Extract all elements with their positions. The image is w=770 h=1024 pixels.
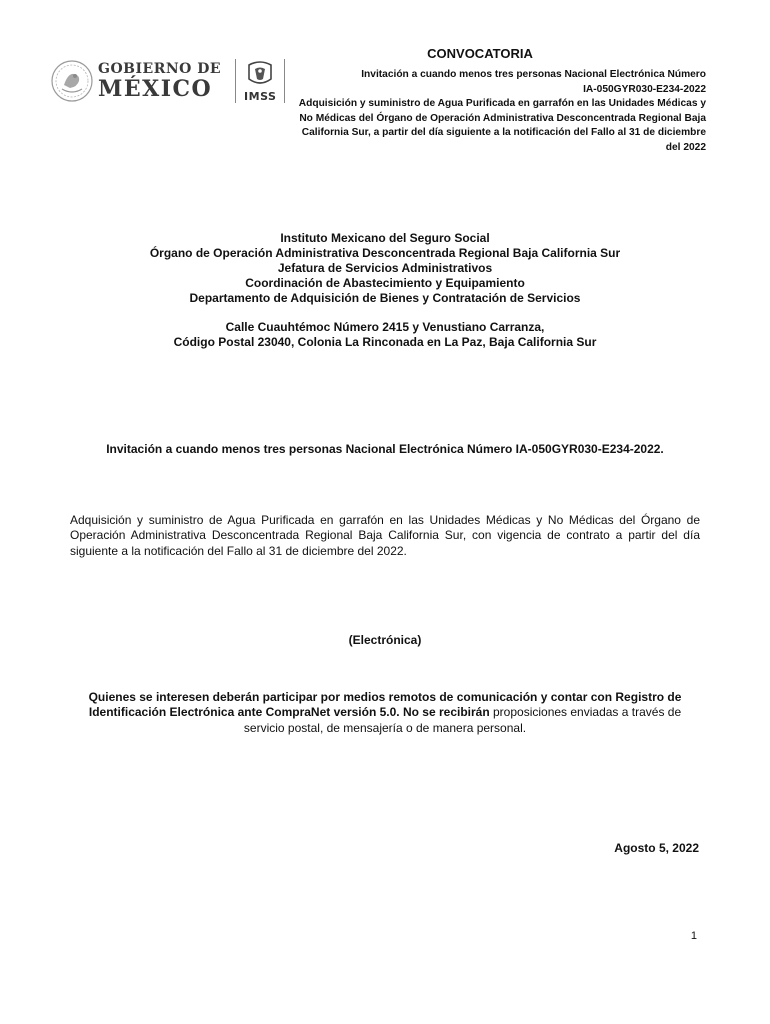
address-line: Calle Cuauhtémoc Número 2415 y Venustiano Carranza, xyxy=(225,320,545,334)
address-line: Código Postal 23040, Colonia La Rinconada en La Paz, Baja California Sur xyxy=(173,335,597,349)
institution-line: Instituto Mexicano del Seguro Social xyxy=(280,231,490,245)
imss-wordmark: IMSS xyxy=(244,90,277,103)
institution-block xyxy=(70,231,700,306)
header-line: California Sur, a partir del día siguiente a la notificación del Fallo al 31 de diciembre xyxy=(301,127,706,138)
description-paragraph xyxy=(70,513,700,559)
national-seal-icon xyxy=(50,59,94,103)
header-summary xyxy=(236,68,706,155)
document-date: Agosto 5, 2022 xyxy=(614,841,699,855)
participation-bold: Quienes se interesen deberán participar por medios remotos de comunicación y contar con Registro de Identificación Electrónica ante CompraNet versión 5.0. No se recibirán xyxy=(88,690,682,720)
header-line: Adquisición y suministro de Agua Purificada en garrafón en las Unidades Médicas y xyxy=(298,98,706,109)
description-text: Adquisición y suministro de Agua Purificada en garrafón en las Unidades Médicas y No Médicas del Órgano de Operación Administrativa Desconcentrada Regional Baja California Sur, con vigencia de contrato a partir del día siguiente a la notificación del Fallo al 31 de diciembre del 2022. xyxy=(70,513,700,558)
participation-paragraph xyxy=(70,690,700,736)
document-title: CONVOCATORIA xyxy=(427,46,533,61)
header-line: Invitación a cuando menos tres personas Nacional Electrónica Número xyxy=(361,69,706,80)
institution-line: Departamento de Adquisición de Bienes y Contratación de Servicios xyxy=(189,291,581,305)
modality-label: (Electrónica) xyxy=(348,633,422,647)
page-number: 1 xyxy=(690,930,697,942)
header-line: IA-050GYR030-E234-2022 xyxy=(583,83,706,95)
institution-line: Coordinación de Abastecimiento y Equipamiento xyxy=(245,276,525,290)
invitation-line: Invitación a cuando menos tres personas Nacional Electrónica Número IA-050GYR030-E234-2022. xyxy=(106,442,664,456)
header-line: No Médicas del Órgano de Operación Administrativa Desconcentrada Regional Baja xyxy=(299,112,706,124)
institution-line: Jefatura de Servicios Administrativos xyxy=(277,261,493,275)
gobierno-wordmark-top: GOBIERNO DE xyxy=(98,61,222,77)
header-line: del 2022 xyxy=(665,141,706,153)
address-block xyxy=(70,320,700,350)
gobierno-wordmark xyxy=(98,62,221,100)
institution-line: Órgano de Operación Administrativa Desconcentrada Regional Baja California Sur xyxy=(149,246,621,260)
participation-text xyxy=(70,690,700,736)
gobierno-wordmark-bottom: MÉXICO xyxy=(98,76,213,102)
participation-normal: proposiciones enviadas a través de servicio postal, de mensajería o de manera personal. xyxy=(243,705,682,735)
